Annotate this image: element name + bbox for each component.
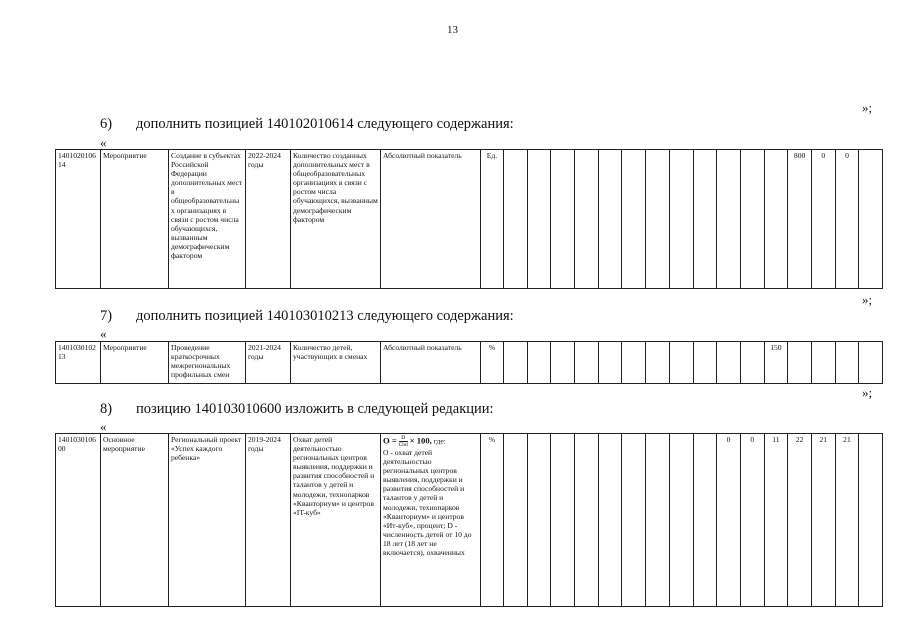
section-number: 7) <box>100 308 113 324</box>
position-code: 140103010600 <box>56 434 101 607</box>
opening-quote: « <box>100 326 107 341</box>
section-number: 6) <box>100 116 113 132</box>
indicator-formula <box>381 434 481 607</box>
formula-description: O - охват детей деятельностью региональных центров выявления, поддержки и развития способностей и талантов у детей и молодежи, технопарков «Кванториум» и центров «Ит-куб», процент; D - численность детей от 10 до 18 лет (18 лет не включается), охваченных <box>383 448 472 558</box>
value-cell: 150 <box>764 342 788 384</box>
closing-quote-2: »; <box>862 292 873 307</box>
value-cell <box>646 150 670 289</box>
value-cell <box>527 342 551 384</box>
value-cell: 0 <box>835 150 859 289</box>
position-name: Создание в субъектах Российской Федерации дополнительных мест в общеобразовательных организациях в связи с ростом числа обучающихся, вызванным демографическим фактором <box>169 150 246 289</box>
value-cell <box>764 150 788 289</box>
indicator-type: Абсолютный показатель <box>381 342 481 384</box>
formula-lhs: O = <box>383 435 397 446</box>
value-cell <box>527 150 551 289</box>
value-cell: 11 <box>764 434 788 607</box>
value-cell <box>551 342 575 384</box>
value-cell <box>859 342 883 384</box>
value-cell <box>669 150 693 289</box>
value-cell <box>669 342 693 384</box>
position-code: 140103010213 <box>56 342 101 384</box>
value-cell <box>504 150 528 289</box>
table-row <box>56 342 883 384</box>
value-cell <box>693 150 717 289</box>
value-cell <box>598 150 622 289</box>
formula-numerator: D <box>401 435 406 441</box>
value-cell <box>669 434 693 607</box>
formula-denominator: Chd <box>398 442 408 448</box>
position-type: Основное мероприятие <box>101 434 169 607</box>
value-cell <box>551 434 575 607</box>
position-code: 140102010614 <box>56 150 101 289</box>
position-table-140103010600 <box>55 433 883 607</box>
opening-quote: « <box>100 419 107 434</box>
value-cell <box>575 342 599 384</box>
unit-cell: Ед. <box>481 150 504 289</box>
opening-quote: « <box>100 135 107 150</box>
value-cell: 21 <box>811 434 835 607</box>
value-cell <box>859 150 883 289</box>
value-cell <box>598 342 622 384</box>
value-cell <box>504 434 528 607</box>
value-cell <box>693 342 717 384</box>
value-cell <box>835 342 859 384</box>
position-table-140103010213 <box>55 341 883 384</box>
value-cell <box>740 150 764 289</box>
value-cell: 22 <box>788 434 812 607</box>
value-cell <box>717 150 741 289</box>
formula-fraction <box>399 435 408 448</box>
section-8-heading <box>100 401 494 418</box>
position-type: Мероприятие <box>101 150 169 289</box>
position-type: Мероприятие <box>101 342 169 384</box>
position-table-140102010614 <box>55 149 883 289</box>
value-cell: 800 <box>788 150 812 289</box>
section-number: 8) <box>100 401 113 417</box>
formula-where: где: <box>433 436 446 446</box>
page-number: 13 <box>447 24 458 36</box>
position-period: 2022-2024 годы <box>246 150 291 289</box>
position-name: Региональный проект «Успех каждого ребенка» <box>169 434 246 607</box>
value-cell: 0 <box>740 434 764 607</box>
value-cell <box>646 434 670 607</box>
position-name: Проведение краткосрочных межрегиональных профильных смен <box>169 342 246 384</box>
value-cell <box>622 342 646 384</box>
value-cell: 0 <box>717 434 741 607</box>
section-7-heading <box>100 308 514 325</box>
value-cell <box>646 342 670 384</box>
indicator-name: Количество детей, участвующих в сменах <box>291 342 381 384</box>
section-heading-text: дополнить позицией 140102010614 следующего содержания: <box>136 116 514 132</box>
closing-quote-1: »; <box>862 100 873 115</box>
value-cell <box>717 342 741 384</box>
table-row <box>56 150 883 289</box>
position-period: 2019-2024 годы <box>246 434 291 607</box>
closing-quote-3: »; <box>862 385 873 400</box>
indicator-type: Абсолютный показатель <box>381 150 481 289</box>
unit-cell: % <box>481 434 504 607</box>
value-cell <box>527 434 551 607</box>
value-cell <box>575 150 599 289</box>
formula-line <box>383 435 478 448</box>
table-row <box>56 434 883 607</box>
value-cell <box>788 342 812 384</box>
value-cell: 21 <box>835 434 859 607</box>
value-cell <box>622 434 646 607</box>
value-cell <box>622 150 646 289</box>
value-cell <box>740 342 764 384</box>
position-period: 2021-2024 годы <box>246 342 291 384</box>
section-6-heading <box>100 116 514 133</box>
value-cell <box>693 434 717 607</box>
value-cell <box>811 342 835 384</box>
value-cell <box>575 434 599 607</box>
value-cell <box>598 434 622 607</box>
value-cell <box>551 150 575 289</box>
indicator-name: Количество созданных дополнительных мест в общеобразовательных организациях в связи с ростом числа обучающихся, вызванным демографическим фактором <box>291 150 381 289</box>
value-cell <box>504 342 528 384</box>
formula-rhs: × 100, <box>409 435 432 446</box>
indicator-name: Охват детей деятельностью региональных центров выявления, поддержки и развития способностей и талантов у детей и молодежи, технопарков «Кванториум» и центров «IT-куб» <box>291 434 381 607</box>
value-cell: 0 <box>811 150 835 289</box>
value-cell <box>859 434 883 607</box>
section-heading-text: позицию 140103010600 изложить в следующей редакции: <box>136 401 494 417</box>
section-heading-text: дополнить позицией 140103010213 следующего содержания: <box>136 308 514 324</box>
unit-cell: % <box>481 342 504 384</box>
